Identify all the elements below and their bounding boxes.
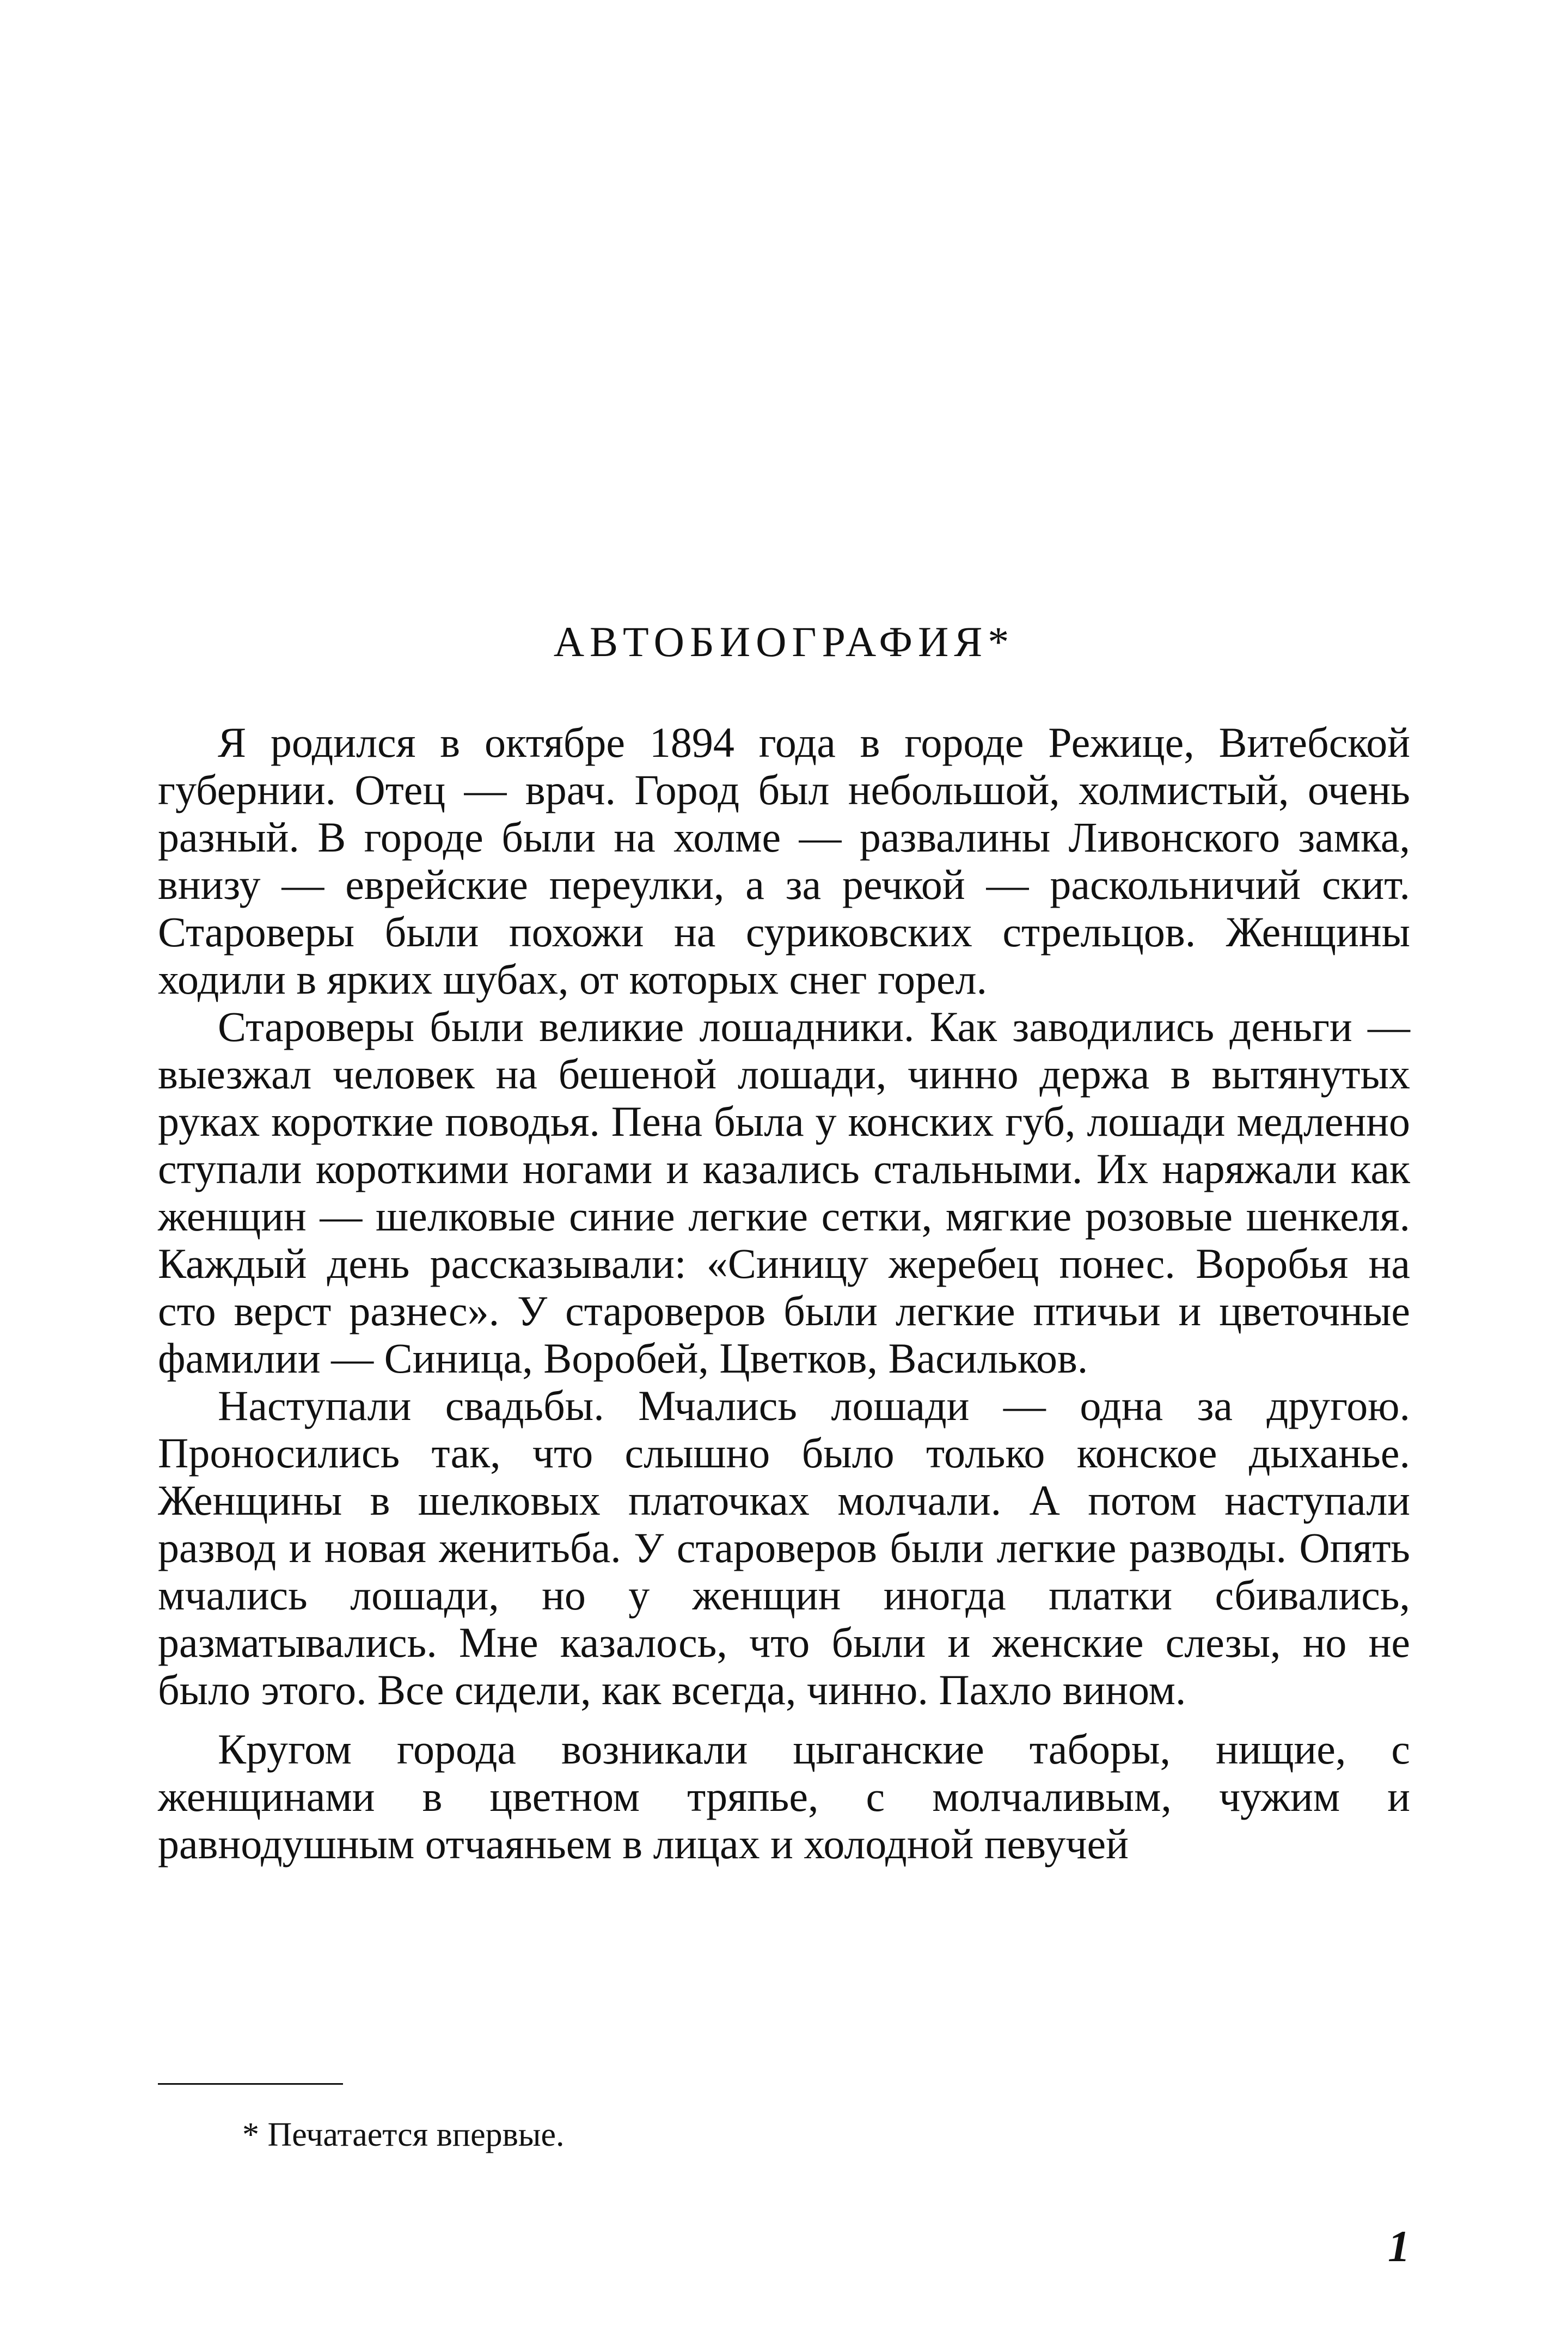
paragraph: Староверы были великие лошадники. Как заводились деньги — выезжал человек на бешеной лошади, чинно держа в вытянутых руках короткие поводья. Пена была у конских губ, лошади медленно ступали короткими ногами и казались стальными. Их наряжали как женщин — шелковые синие легкие сетки, мягкие розовые шенкеля. Каждый день рассказывали: «Синицу жеребец понес. Воробья на сто верст разнес». У староверов были легкие птичьи и цветочные фамилии — Синица, Воробей, Цветков, Васильков. xyxy=(158,1003,1410,1382)
paragraph: Кругом города возникали цыганские таборы, нищие, с женщинами в цветном тряпье, с молчаливым, чужим и равнодушным отчаяньем в лицах и холодной певучей xyxy=(158,1725,1410,1868)
paragraph: Я родился в октябре 1894 года в городе Режице, Витебской губернии. Отец — врач. Город был небольшой, холмистый, очень разный. В городе были на холме — развалины Ливонского замка, внизу — еврейские переулки, а за речкой — раскольничий скит. Староверы были похожи на суриковских стрельцов. Женщины ходили в ярких шубах, от которых снег горел. xyxy=(158,719,1410,1003)
body-text xyxy=(158,719,1410,1868)
footnote-divider xyxy=(158,2083,343,2085)
page-number: 1 xyxy=(1388,2221,1410,2271)
chapter-title: АВТОБИОГРАФИЯ* xyxy=(553,618,1015,665)
paragraph: Наступали свадьбы. Мчались лошади — одна за другою. Проносились так, что слышно было только конское дыханье. Женщины в шелковых платочках молчали. А потом наступали развод и новая женитьба. У староверов были легкие разводы. Опять мчались лошади, но у женщин иногда платки сбивались, разматывались. Мне казалось, что были и женские слезы, но не было этого. Все сидели, как всегда, чинно. Пахло вином. xyxy=(158,1382,1410,1713)
footnote: * Печатается впервые. xyxy=(242,2116,565,2153)
